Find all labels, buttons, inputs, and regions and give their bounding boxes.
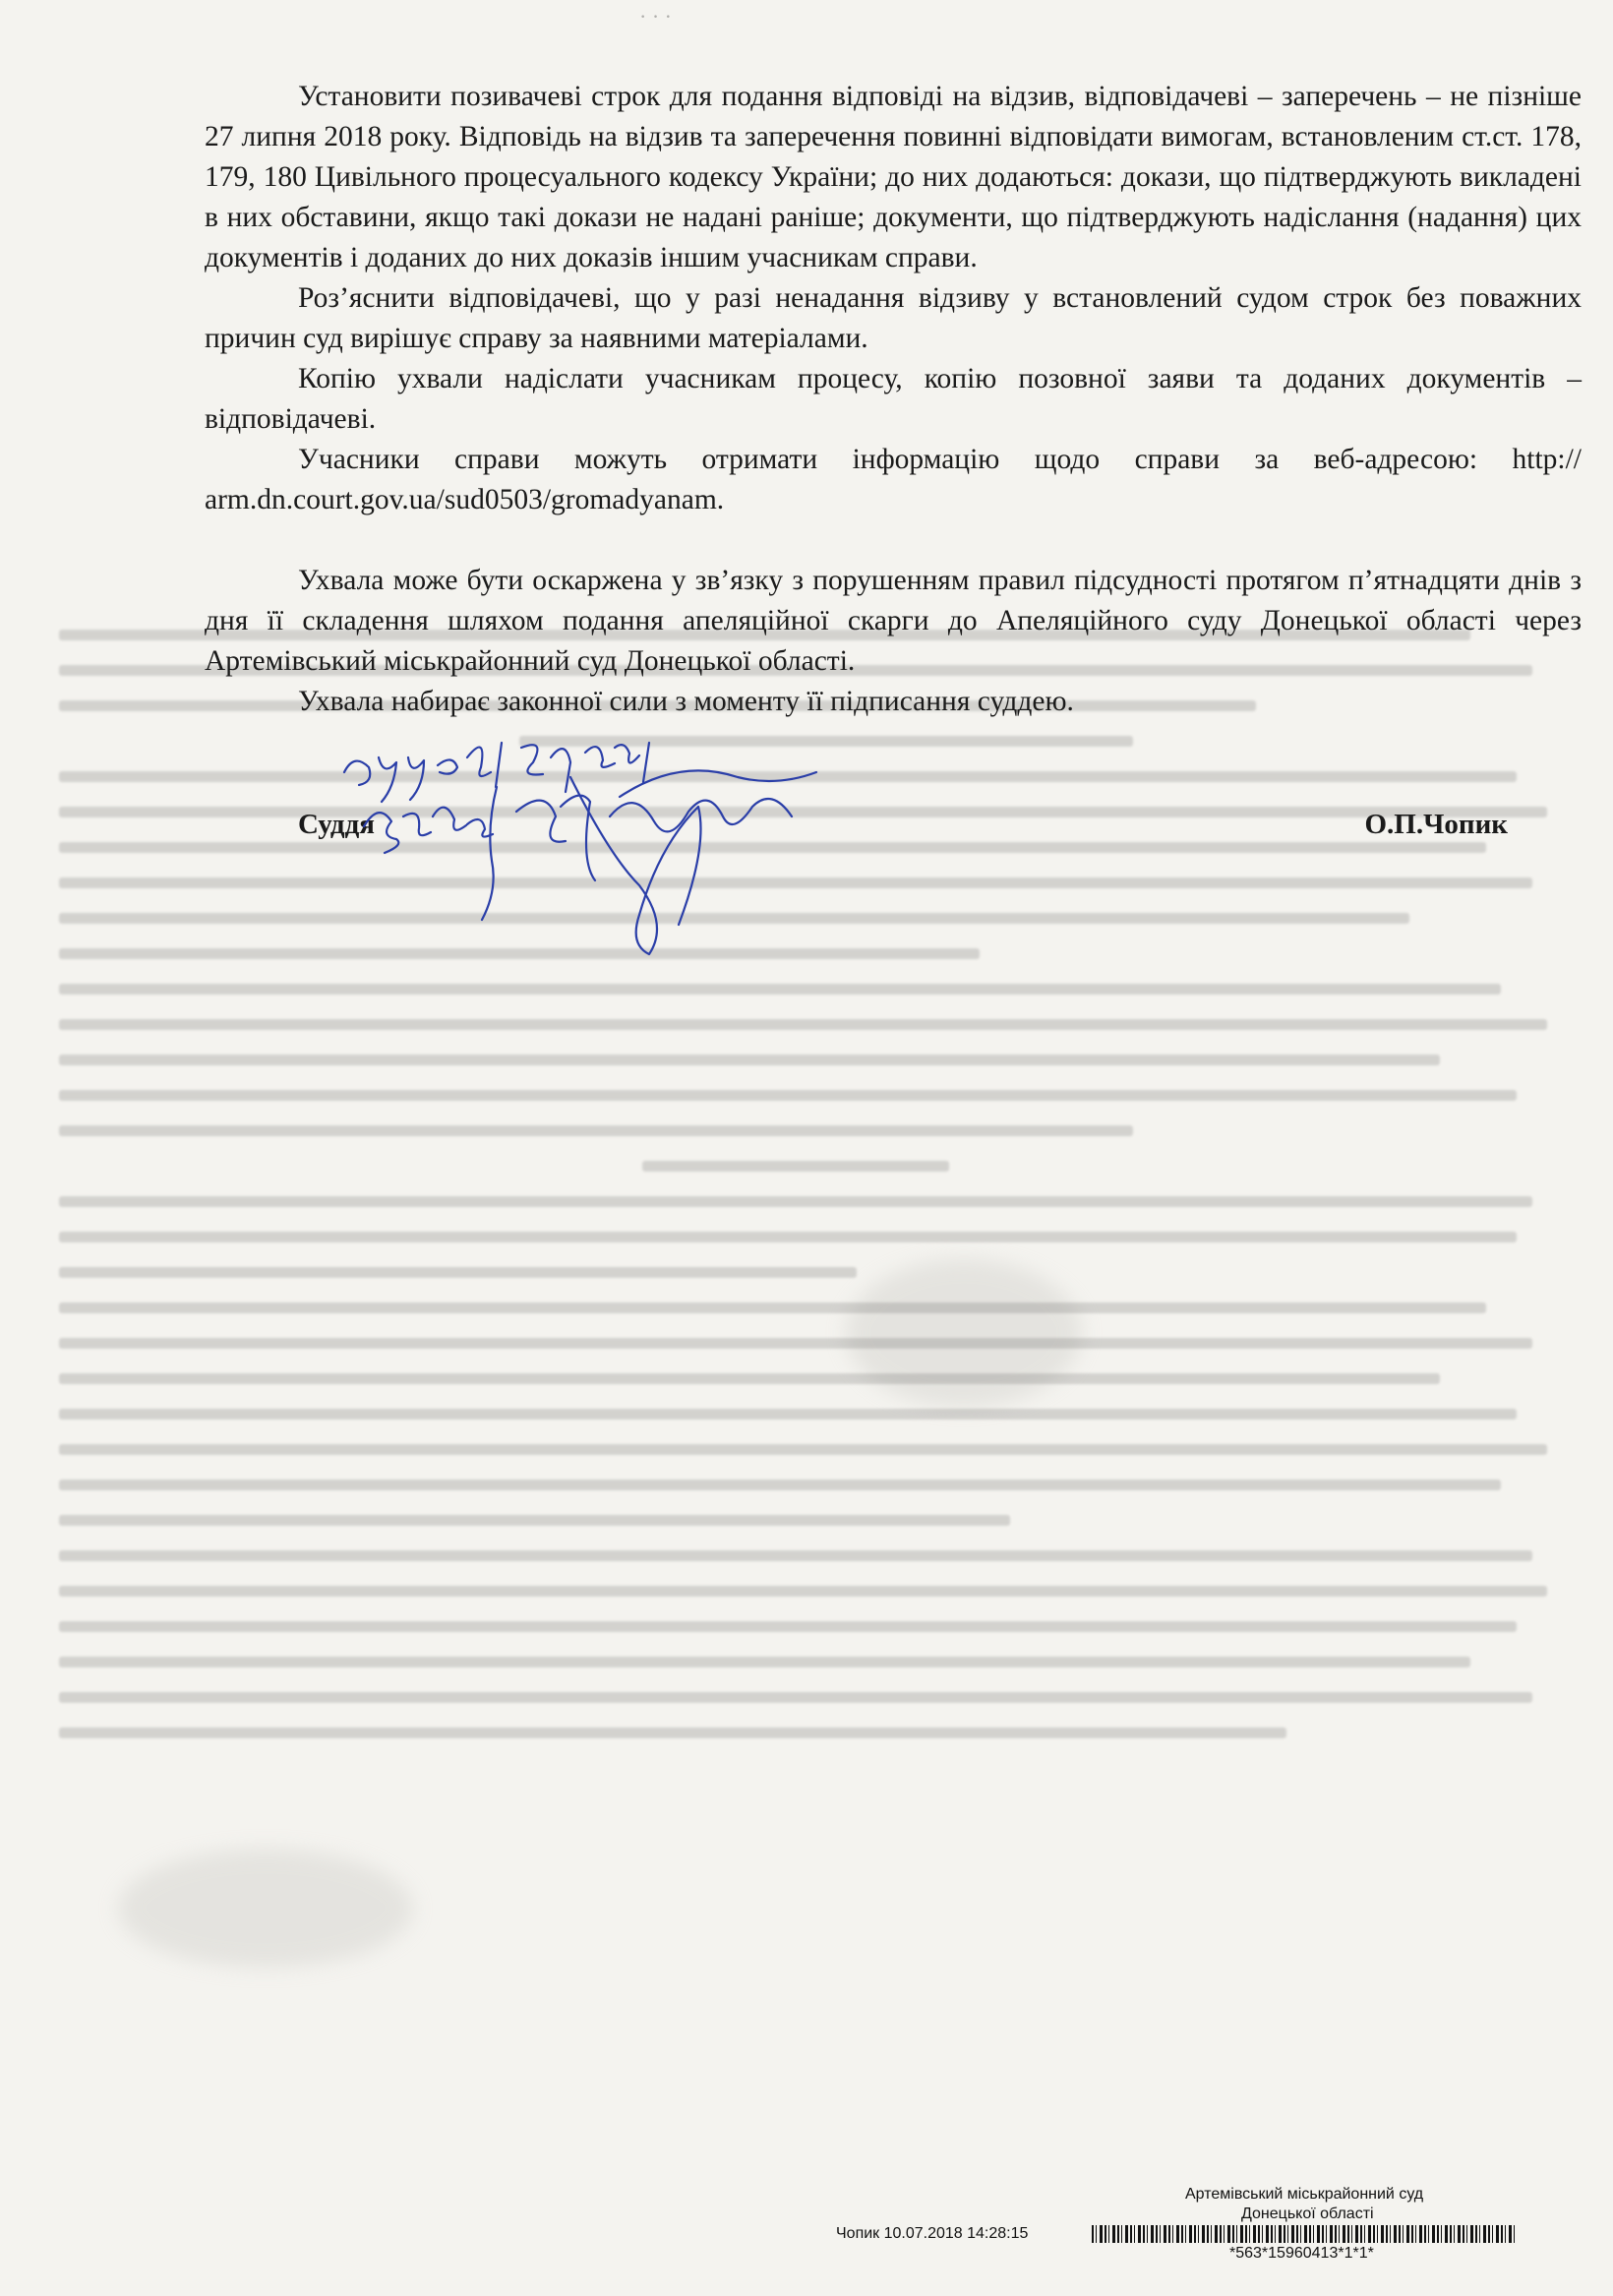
judge-label: Суддя bbox=[298, 809, 375, 840]
court-footer bbox=[836, 2186, 1564, 2284]
court-region: Донецької області bbox=[1241, 2205, 1374, 2222]
barcode bbox=[1092, 2225, 1515, 2243]
paragraph: Установити позивачеві строк для подання відповіді на відзив, відповідачеві – заперечень – не пізніше 27 липня 2018 року. Відповідь на відзив та заперечення повинні відповідати вимогам, встановленим ст.ст. 178, 179, 180 Цивільного процесуального кодексу України; до них додаються: докази, що підтверджують викладені в них обставини, якщо такі докази не надані раніше; документи, що підтверджують надіслання (надання) цих документів і доданих до них доказів іншим учасникам справи. bbox=[205, 81, 1582, 273]
paragraph: Роз’яснити відповідачеві, що у разі ненадання відзиву у встановлений судом строк без поважних причин суд вирішує справу за наявними матеріалами. bbox=[205, 282, 1582, 354]
paragraph: Копію ухвали надіслати учасникам процесу, копію позовної заяви та доданих документів – відповідачеві. bbox=[205, 363, 1582, 435]
document-code: *563*15960413*1*1* bbox=[1229, 2245, 1374, 2262]
scan-smudge bbox=[846, 1259, 1082, 1407]
document-body bbox=[205, 77, 1582, 722]
top-scan-mark: · · · bbox=[639, 4, 672, 29]
court-name: Артемівський міськрайонний суд bbox=[1185, 2186, 1424, 2203]
judge-name: О.П.Чопик bbox=[1364, 809, 1508, 840]
timestamp: Чопик 10.07.2018 14:28:15 bbox=[836, 2225, 1029, 2242]
paragraph: Ухвала набирає законної сили з моменту її підписання суддею. bbox=[298, 686, 1074, 717]
paragraph: Ухвала може бути оскаржена у зв’язку з порушенням правил підсудності протягом п’ятнадцяти днів з дня її складення шляхом подання апеляційної скарги до Апеляційного суду Донецької області через Артемівський міськрайонний суд Донецької області. bbox=[205, 565, 1582, 677]
scan-smudge bbox=[118, 1849, 413, 1967]
handwritten-signature bbox=[325, 718, 875, 964]
paragraph: Учасники справи можуть отримати інформацію щодо справи за веб-адресою: http:// arm.dn.court.gov.ua/sud0503/gromadyanam. bbox=[205, 444, 1582, 515]
